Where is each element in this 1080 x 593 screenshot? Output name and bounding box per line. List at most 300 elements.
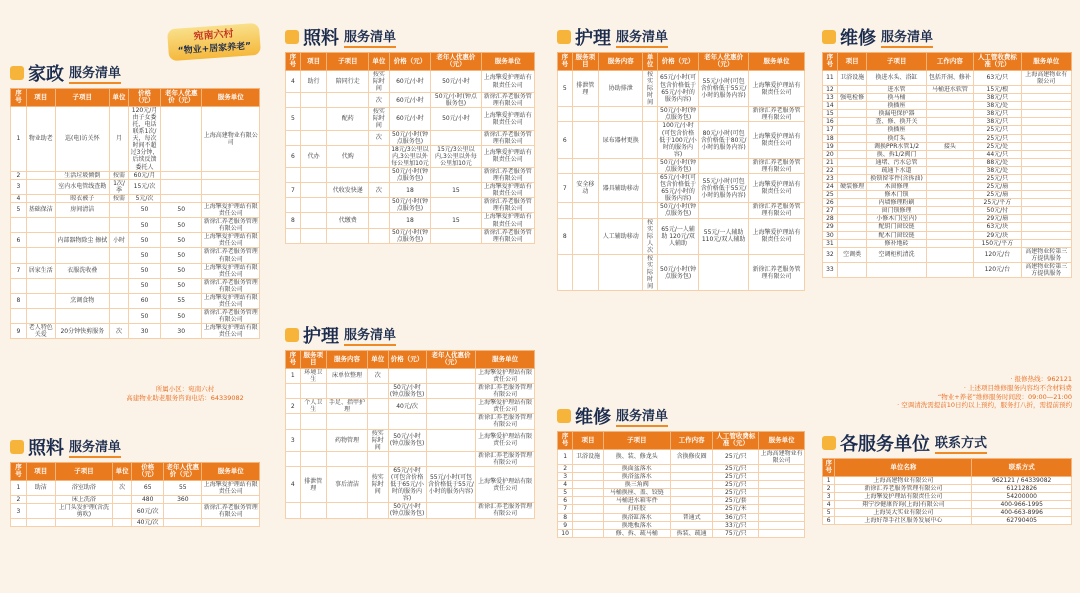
table-cell: 换、拆1/2阀门 <box>867 150 926 158</box>
table-row <box>823 166 1072 174</box>
column-header: 项目 <box>573 432 603 450</box>
table-cell: 协助排泄 <box>599 70 643 106</box>
zhaoliao2-table <box>285 52 535 244</box>
column-header: 人工管收费标准（元） <box>974 53 1021 71</box>
weixiu-note-line4: · 空调清洗需提前10日约以上预约，服务打八折，需提前预约 <box>897 401 1072 410</box>
table-cell: 卫浴设施 <box>573 449 603 464</box>
table-cell: 15元/次 <box>129 179 161 194</box>
column-header: 老年人优惠价（元） <box>699 53 749 71</box>
column-header: 服务单位 <box>1021 53 1071 71</box>
table-cell: 5 <box>823 509 835 517</box>
table-cell <box>926 94 973 102</box>
contacts-header <box>822 430 1072 456</box>
table-cell <box>286 130 301 145</box>
table-cell: 50元/小时(钟点服务包) <box>389 228 431 243</box>
table-cell: 3 <box>11 179 27 194</box>
weixiu-note-line1: · 报修热线：962121 <box>1010 375 1072 383</box>
table-row <box>823 199 1072 207</box>
table-cell: 代购 <box>327 145 369 167</box>
huli1-panel <box>285 322 535 519</box>
weixiu1-panel <box>557 403 805 538</box>
table-cell: 换浴缸落水 <box>603 513 670 521</box>
table-cell: 新徐汇养老服务管理有限公司 <box>203 504 258 519</box>
table-cell <box>837 134 867 142</box>
table-cell: 居家生活 <box>26 263 55 278</box>
table-row <box>823 158 1072 166</box>
table-cell <box>926 174 973 182</box>
table-cell: 疏通下水道 <box>867 166 926 174</box>
table-cell <box>55 248 109 263</box>
table-cell <box>160 194 201 202</box>
table-cell <box>368 503 389 518</box>
table-cell: 88元/处 <box>974 158 1021 166</box>
table-cell: 25元/处 <box>974 142 1021 150</box>
table-row <box>558 529 805 537</box>
table-cell <box>837 142 867 150</box>
table-cell: 空调柜机清洗 <box>867 247 926 262</box>
table-cell: 换面盆落水 <box>603 465 670 473</box>
table-cell: 硬装修理 <box>837 183 867 191</box>
table-cell: 卫浴设施 <box>837 70 867 85</box>
table-cell: 6 <box>286 145 301 167</box>
table-cell <box>643 158 658 173</box>
table-cell: 新徐汇养老服务管理有限公司 <box>476 414 535 429</box>
table-row <box>823 509 1072 517</box>
table-cell: 26 <box>823 199 838 207</box>
table-cell: 150元/平方 <box>974 239 1021 247</box>
table-cell <box>759 505 805 513</box>
table-cell <box>926 207 973 215</box>
table-cell <box>1021 126 1071 134</box>
table-cell: 换漏电保护器 <box>867 110 926 118</box>
table-cell <box>1021 223 1071 231</box>
table-cell: 2 <box>286 399 301 414</box>
table-cell: 4 <box>286 70 301 92</box>
table-cell: 50 <box>129 309 161 324</box>
table-cell: 上海擎爱护理站有限责任公司 <box>203 263 258 278</box>
table-cell: 上海擎爱护理站有限责任公司 <box>203 202 258 218</box>
table-cell: 9 <box>558 521 573 529</box>
table-cell: 25元/套 <box>713 497 759 505</box>
table-cell: 50 <box>160 309 201 324</box>
wrench-icon <box>822 30 836 44</box>
table-cell <box>837 158 867 166</box>
table-row <box>823 126 1072 134</box>
table-cell <box>368 198 389 213</box>
table-cell: 36元/只 <box>713 513 759 521</box>
weixiu2-table <box>822 52 1072 278</box>
table-cell: 50元/小时 <box>431 108 481 130</box>
table-cell: 按实际时间 <box>368 70 389 92</box>
table-cell: 18 <box>823 134 838 142</box>
table-cell: 6 <box>558 122 573 158</box>
table-cell: 3 <box>286 429 301 451</box>
table-cell: 2 <box>11 496 27 504</box>
table-header-row <box>11 463 260 481</box>
table-cell: 400-663-8996 <box>972 509 1072 517</box>
table-cell <box>759 465 805 473</box>
table-cell: 个人卫生 <box>300 399 326 414</box>
table-row <box>11 202 260 217</box>
table-cell <box>286 451 301 466</box>
table-row <box>823 485 1072 493</box>
table-cell <box>573 489 603 497</box>
table-cell <box>431 167 481 182</box>
table-row <box>11 504 260 519</box>
table-cell: 按实际时间 <box>368 466 389 502</box>
section-title: 家政 <box>28 64 64 85</box>
table-cell <box>327 130 369 145</box>
table-cell <box>431 198 481 213</box>
table-cell <box>1021 86 1071 94</box>
table-cell <box>202 194 260 202</box>
table-cell: 3 <box>823 493 835 501</box>
table-cell <box>286 384 301 399</box>
column-header: 服务单位 <box>749 53 805 71</box>
table-cell: 1 <box>823 476 835 484</box>
table-cell: 马桶换座、盖、铰链 <box>603 489 670 497</box>
table-cell <box>388 451 426 466</box>
table-cell <box>11 309 27 324</box>
wrench-icon <box>285 328 299 342</box>
table-row <box>286 198 535 213</box>
zhaoliao2-header <box>285 24 535 50</box>
table-cell: 2 <box>558 465 573 473</box>
brand-line1: 宛南六村 <box>193 28 234 43</box>
table-cell: 上海擎爱护理站有限责任公司 <box>749 70 805 106</box>
table-cell: 8 <box>286 213 301 228</box>
table-cell <box>1021 150 1071 158</box>
table-cell: 房间清洁 <box>55 202 109 217</box>
table-cell: 25元/扇 <box>974 183 1021 191</box>
table-cell: 马桶进水软管 <box>926 86 973 94</box>
section-title: 维修 <box>840 28 876 49</box>
table-cell: 15 <box>823 110 838 118</box>
table-cell: 手足、指甲护理 <box>326 399 367 414</box>
table-cell: 5 <box>286 108 301 130</box>
table-cell <box>926 134 973 142</box>
table-cell: 月 <box>109 106 128 171</box>
table-cell <box>1021 207 1071 215</box>
table-cell <box>1021 199 1071 207</box>
huli1-header <box>285 322 535 348</box>
table-cell: 事后清洁 <box>326 466 367 502</box>
wrench-icon <box>285 30 299 44</box>
column-header: 项目 <box>300 53 327 71</box>
section-title: 维修 <box>575 407 611 428</box>
table-cell: 次 <box>109 324 128 339</box>
table-row <box>823 110 1072 118</box>
table-cell <box>202 179 260 194</box>
table-row <box>823 215 1072 223</box>
table-cell <box>1021 118 1071 126</box>
table-cell: 按需 <box>109 194 128 202</box>
column-header: 价格（元） <box>389 53 431 71</box>
table-cell: 床上洗浴 <box>55 496 112 504</box>
table-cell: 50元/小时(钟点服务包) <box>657 203 698 218</box>
table-cell: 按实际时间 <box>368 108 389 130</box>
table-row <box>823 207 1072 215</box>
huli2-panel <box>557 24 805 291</box>
table-cell <box>326 451 367 466</box>
table-header-row <box>286 53 535 71</box>
table-row <box>558 473 805 481</box>
table-cell: 高建物业转第三方提供服务 <box>1021 262 1071 277</box>
table-cell: 新徐汇养老服务管理有限公司 <box>481 228 534 243</box>
table-cell: 晾衣被子 <box>55 194 109 202</box>
table-cell: 38元/只 <box>974 94 1021 102</box>
table-cell <box>1021 142 1071 150</box>
table-cell <box>670 481 713 489</box>
table-cell: 助洁 <box>26 480 55 495</box>
table-cell <box>837 215 867 223</box>
table-row <box>823 239 1072 247</box>
table-cell: 接头 <box>926 142 973 150</box>
table-cell <box>109 263 128 278</box>
table-cell: 新徐汇养老服务管理有限公司 <box>749 158 805 173</box>
table-cell <box>643 203 658 218</box>
table-cell <box>1021 94 1071 102</box>
table-row <box>286 414 535 429</box>
table-cell <box>1021 166 1071 174</box>
table-cell <box>837 199 867 207</box>
table-cell: 上海擎爱护理站有限责任公司 <box>203 233 258 248</box>
column-header: 子项目 <box>55 463 112 481</box>
table-cell: 50 <box>160 218 201 233</box>
table-cell <box>1021 231 1071 239</box>
table-cell <box>558 254 573 290</box>
column-header: 项目 <box>26 89 55 107</box>
table-cell: 8 <box>11 293 27 308</box>
column-header: 联系方式 <box>972 459 1072 477</box>
table-cell <box>55 278 109 293</box>
jiazheng-panel <box>10 60 260 339</box>
column-header: 价格（元） <box>657 53 698 71</box>
table-cell <box>572 203 598 218</box>
table-row <box>558 174 805 203</box>
table-cell <box>572 107 598 122</box>
table-cell <box>327 198 369 213</box>
table-cell: 23 <box>823 174 838 182</box>
table-cell: 50 <box>160 248 201 263</box>
column-header: 老年人优惠价（元） <box>160 89 201 107</box>
table-cell: 50 <box>129 278 161 293</box>
table-cell: 助行 <box>300 70 327 92</box>
table-cell <box>26 233 55 248</box>
table-cell: 新徐汇养老服务管理有限公司 <box>476 384 535 399</box>
section-subtitle: 服务清单 <box>616 26 668 48</box>
table-cell: 上门头发护理(含洗剪吹) <box>55 504 112 519</box>
table-cell <box>573 529 603 537</box>
table-cell <box>670 505 713 513</box>
column-header: 单位 <box>113 463 132 481</box>
table-row <box>823 183 1072 191</box>
column-header: 子项目 <box>327 53 369 71</box>
table-cell: 高建物业转第三方提供服务 <box>1021 247 1071 262</box>
table-cell: 包括开洞、修补 <box>926 70 973 85</box>
table-cell: 60元/小时 <box>389 93 431 108</box>
table-cell <box>926 199 973 207</box>
table-cell <box>300 198 327 213</box>
table-cell: 27 <box>823 207 838 215</box>
table-cell: 50 <box>129 248 161 263</box>
table-row <box>823 142 1072 150</box>
column-header: 价格（元） <box>129 89 161 107</box>
column-header: 服务内容 <box>326 351 367 369</box>
table-cell: 上海好帮手社区服务发展中心 <box>835 517 972 525</box>
table-cell <box>300 384 326 399</box>
column-header: 单位 <box>109 89 128 107</box>
table-cell <box>426 451 476 466</box>
table-cell: 50元/小时(钟点服务包) <box>388 429 426 451</box>
table-cell: 上海擎爱护理站有限责任公司 <box>749 122 805 158</box>
weixiu2-panel <box>822 24 1072 278</box>
table-cell: 25元/米 <box>713 505 759 513</box>
table-cell: 25元/平方 <box>974 199 1021 207</box>
table-cell: 25元/只 <box>713 449 759 464</box>
section-subtitle: 服务清单 <box>69 62 121 84</box>
table-cell <box>368 384 389 399</box>
table-cell <box>926 239 973 247</box>
table-row <box>558 513 805 521</box>
table-cell <box>558 203 573 218</box>
table-cell: 55元/小时(可包含价格低于55元/小时的服务内容) <box>426 466 476 502</box>
table-cell <box>643 122 658 158</box>
column-header: 服务单位 <box>202 89 260 107</box>
table-cell: 6 <box>823 517 835 525</box>
column-header: 服务项目 <box>300 351 326 369</box>
table-cell <box>759 481 805 489</box>
table-cell: 18 <box>389 183 431 198</box>
table-row <box>286 183 535 198</box>
table-cell: 上海擎爱护理站有限责任公司 <box>835 493 972 501</box>
table-cell <box>113 496 132 504</box>
table-cell <box>837 126 867 134</box>
table-cell <box>1021 174 1071 182</box>
table-cell: 上海擎爱护理站有限责任公司 <box>481 145 534 167</box>
table-cell <box>1021 239 1071 247</box>
table-row <box>823 493 1072 501</box>
table-row <box>11 233 260 248</box>
table-cell <box>11 248 27 263</box>
table-cell: 老人特色关爱 <box>26 324 55 339</box>
contacts-table <box>822 458 1072 525</box>
table-row <box>823 247 1072 262</box>
table-cell: 15 <box>431 213 481 228</box>
table-cell: 25元/扇 <box>974 191 1021 199</box>
column-header: 价格（元） <box>388 351 426 369</box>
table-cell <box>573 481 603 489</box>
table-cell: 50元/小时(钟点服务包) <box>389 384 425 399</box>
table-row <box>823 262 1072 277</box>
section-subtitle: 联系方式 <box>935 432 987 454</box>
table-row <box>11 278 260 293</box>
section-subtitle: 服务清单 <box>344 26 396 48</box>
wrench-icon <box>557 409 571 423</box>
table-cell <box>26 218 55 233</box>
table-cell <box>300 228 327 243</box>
table-cell <box>300 503 326 518</box>
table-cell <box>573 521 603 529</box>
table-cell <box>26 496 55 504</box>
table-cell: 62790405 <box>972 517 1072 525</box>
table-cell: 55元/小时(可包含价格低于55元/小时的服务内容) <box>699 70 749 106</box>
table-cell: 28 <box>823 215 838 223</box>
table-cell: 7 <box>286 183 301 198</box>
table-cell <box>300 108 327 130</box>
table-cell <box>202 496 260 504</box>
table-cell <box>202 519 260 527</box>
table-cell <box>572 218 598 254</box>
table-cell: 63元/块 <box>974 223 1021 231</box>
table-cell: 61212826 <box>972 485 1072 493</box>
table-row <box>11 496 260 504</box>
table-cell: 30 <box>823 231 838 239</box>
column-header: 单位 <box>643 53 658 71</box>
table-cell <box>286 228 301 243</box>
table-row <box>823 231 1072 239</box>
table-cell: 29元/扇 <box>974 215 1021 223</box>
table-cell <box>26 519 55 527</box>
table-cell: 通堵、污水总管 <box>867 158 926 166</box>
table-cell: 44元/只 <box>974 150 1021 158</box>
table-cell <box>327 228 369 243</box>
table-cell <box>26 504 55 519</box>
table-cell: 7 <box>11 263 27 278</box>
table-cell: 55元/一人辅助 110元/双人辅助 <box>699 218 749 254</box>
table-cell <box>837 191 867 199</box>
table-cell <box>759 497 805 505</box>
column-header: 服务项目 <box>572 53 598 71</box>
huli2-header <box>557 24 805 50</box>
table-cell: 换进水头、浴缸 <box>867 70 926 85</box>
table-cell: 1 <box>558 449 573 464</box>
table-cell: 浴室助浴 <box>55 480 112 495</box>
table-cell: 上海擎爱护理站有限责任公司 <box>203 324 258 339</box>
table-row <box>558 70 805 106</box>
table-cell: 50 <box>160 202 201 217</box>
table-cell: 配钥门窗铰链 <box>867 223 926 231</box>
table-cell <box>573 513 603 521</box>
table-cell: 陪同行走 <box>327 70 369 92</box>
table-cell: 修、拆、疏马桶 <box>603 529 670 537</box>
table-cell: 次 <box>368 183 389 198</box>
table-row <box>11 519 260 527</box>
table-cell <box>837 174 867 182</box>
jiazheng-note-line1: 所属小区：宛南六村 <box>155 385 215 393</box>
weixiu-note-line3: “物业+养老”维修服务时间段：09:00—21:00 <box>937 392 1072 401</box>
table-cell <box>426 399 476 414</box>
table-cell <box>160 106 201 171</box>
table-cell <box>759 521 805 529</box>
table-cell: 换灯头 <box>867 134 926 142</box>
table-row <box>11 309 260 324</box>
table-row <box>558 497 805 505</box>
table-cell: 窗门锁修理 <box>867 207 926 215</box>
table-cell: 60元/月 <box>129 171 161 179</box>
table-cell: 4 <box>558 481 573 489</box>
table-cell: 7 <box>558 174 573 203</box>
table-cell <box>113 519 132 527</box>
table-cell: 含换修皮圈 <box>670 449 713 464</box>
section-subtitle: 服务清单 <box>616 405 668 427</box>
table-cell: 50元/小时(钟点服务包) <box>431 93 481 108</box>
table-cell: 14 <box>823 102 838 110</box>
column-header: 服务单位 <box>759 432 805 450</box>
table-cell: 50元/小时(钟点服务包) <box>657 107 698 122</box>
table-cell <box>109 218 128 233</box>
table-cell <box>759 489 805 497</box>
